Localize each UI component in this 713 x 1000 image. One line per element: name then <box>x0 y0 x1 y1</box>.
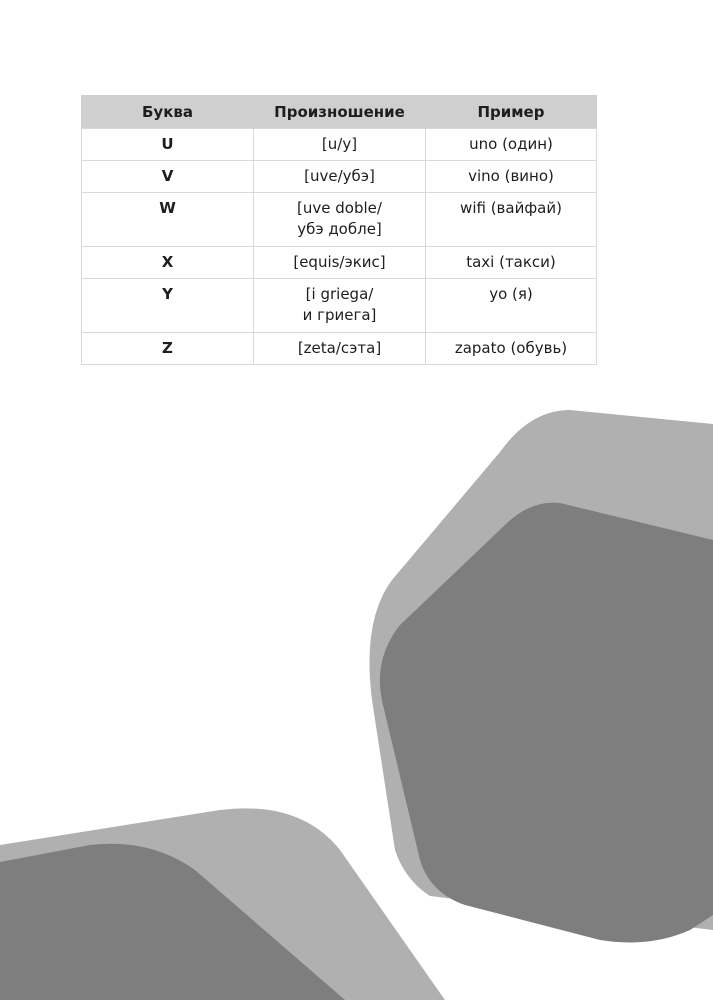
letter-text: Z <box>162 339 173 357</box>
example-text: yo (я) <box>489 285 533 303</box>
letter-text: Y <box>162 285 173 303</box>
example-text: taxi (такси) <box>466 253 556 271</box>
letter-cell <box>82 193 254 247</box>
letter-text: V <box>161 167 174 185</box>
example-text: wifi (вайфай) <box>460 199 562 217</box>
example-text: vino (вино) <box>468 167 554 185</box>
pronunciation-cell <box>254 333 426 365</box>
pronunciation-text: [equis/экис] <box>293 253 386 271</box>
pronunciation-cell <box>254 129 426 161</box>
letter-text: W <box>159 199 176 217</box>
table-row <box>82 333 597 365</box>
letter-text: U <box>161 135 174 153</box>
pronunciation-cell <box>254 247 426 279</box>
example-cell <box>426 161 597 193</box>
table-header-row <box>82 95 597 129</box>
letter-cell <box>82 129 254 161</box>
pronunciation-text: [i griega/ и гриега] <box>302 285 377 324</box>
pronunciation-cell <box>254 193 426 247</box>
letter-cell <box>82 279 254 333</box>
pronunciation-text: [uve/убэ] <box>304 167 375 185</box>
letter-cell <box>82 247 254 279</box>
letter-cell <box>82 161 254 193</box>
example-cell <box>426 193 597 247</box>
letter-cell <box>82 333 254 365</box>
header-example: Пример <box>426 95 597 129</box>
alphabet-table <box>81 95 597 365</box>
header-pronunciation: Произношение <box>254 95 426 129</box>
example-text: zapato (обувь) <box>454 339 568 357</box>
pronunciation-text: [u/у] <box>321 135 358 153</box>
letter-text: X <box>161 253 174 271</box>
example-cell <box>426 279 597 333</box>
table-row <box>82 193 597 247</box>
example-text: uno (один) <box>469 135 553 153</box>
table-row <box>82 279 597 333</box>
header-letter: Буква <box>82 95 254 129</box>
pronunciation-cell <box>254 279 426 333</box>
table-row <box>82 247 597 279</box>
example-cell <box>426 333 597 365</box>
pronunciation-text: [zeta/сэта] <box>297 339 382 357</box>
table-row <box>82 129 597 161</box>
example-cell <box>426 247 597 279</box>
table-row <box>82 161 597 193</box>
example-cell <box>426 129 597 161</box>
pronunciation-cell <box>254 161 426 193</box>
pronunciation-text: [uve doble/ убэ добле] <box>297 199 382 238</box>
